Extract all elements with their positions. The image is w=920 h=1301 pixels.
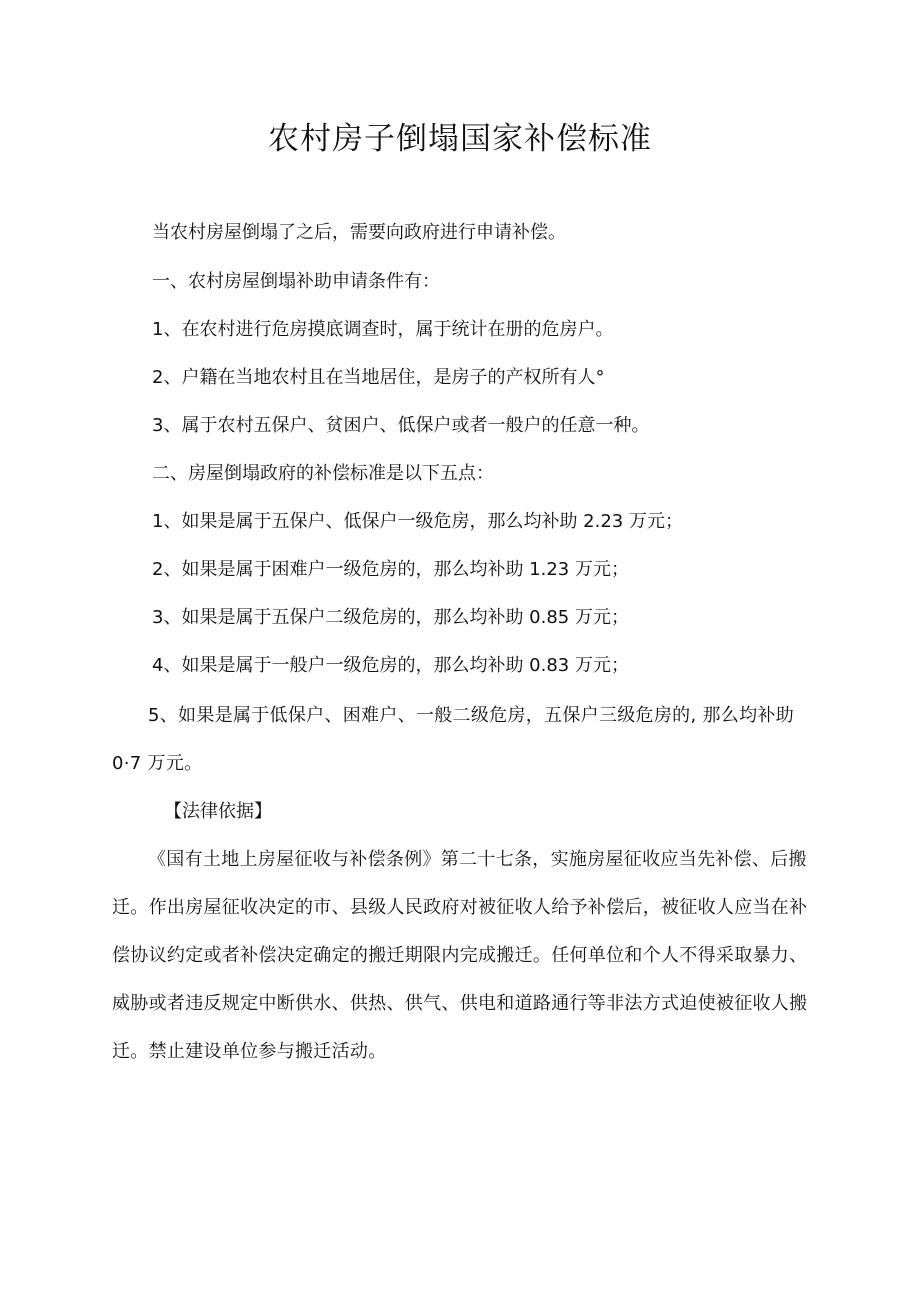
standard-item-2: 2、如果是属于困难户一级危房的，那么均补助 1.23 万元； — [152, 559, 629, 580]
intro-paragraph: 当农村房屋倒塌了之后，需要向政府进行申请补偿。 — [152, 222, 566, 243]
standard-item-5: 5、如果是属于低保户、困难户、一般二级危房，五保户三级危房的, 那么均补助 0·7 万元。 — [112, 705, 794, 774]
legal-basis-text: 《国有土地上房屋征收与补偿条例》第二十七条，实施房屋征收应当先补偿、后搬迁。作出房屋征收决定的市、县级人民政府对被征收人给予补偿后，被征收人应当在补偿协议约定或者补偿决定确定的搬迁期限内完成搬迁。任何单位和个人不得采取暴力、威胁或者违反规定中断供水、供热、供气、供电和道路通行等非法方式迫使被征收人搬迁。禁止建设单位参与搬迁活动。 — [112, 849, 808, 1062]
condition-item-2: 2、户籍在当地农村且在当地居住，是房子的产权所有人° — [152, 367, 605, 388]
standard-item-1: 1、如果是属于五保户、低保户一级危房，那么均补助 2.23 万元； — [152, 511, 683, 532]
standard-item-4: 4、如果是属于一般户一级危房的，那么均补助 0.83 万元； — [152, 655, 629, 676]
section-heading-standards: 二、房屋倒塌政府的补偿标准是以下五点： — [152, 463, 494, 484]
legal-basis-heading: 【法律依据】 — [164, 801, 272, 822]
standard-item-3: 3、如果是属于五保户二级危房的，那么均补助 0.85 万元； — [152, 607, 629, 628]
document-title: 农村房子倒塌国家补偿标准 — [268, 121, 652, 157]
condition-item-1: 1、在农村进行危房摸底调查时，属于统计在册的危房户。 — [152, 319, 614, 340]
condition-item-3: 3、属于农村五保户、贫困户、低保户或者一般户的任意一种。 — [152, 415, 650, 436]
section-heading-conditions: 一、农村房屋倒塌补助申请条件有： — [152, 271, 440, 292]
